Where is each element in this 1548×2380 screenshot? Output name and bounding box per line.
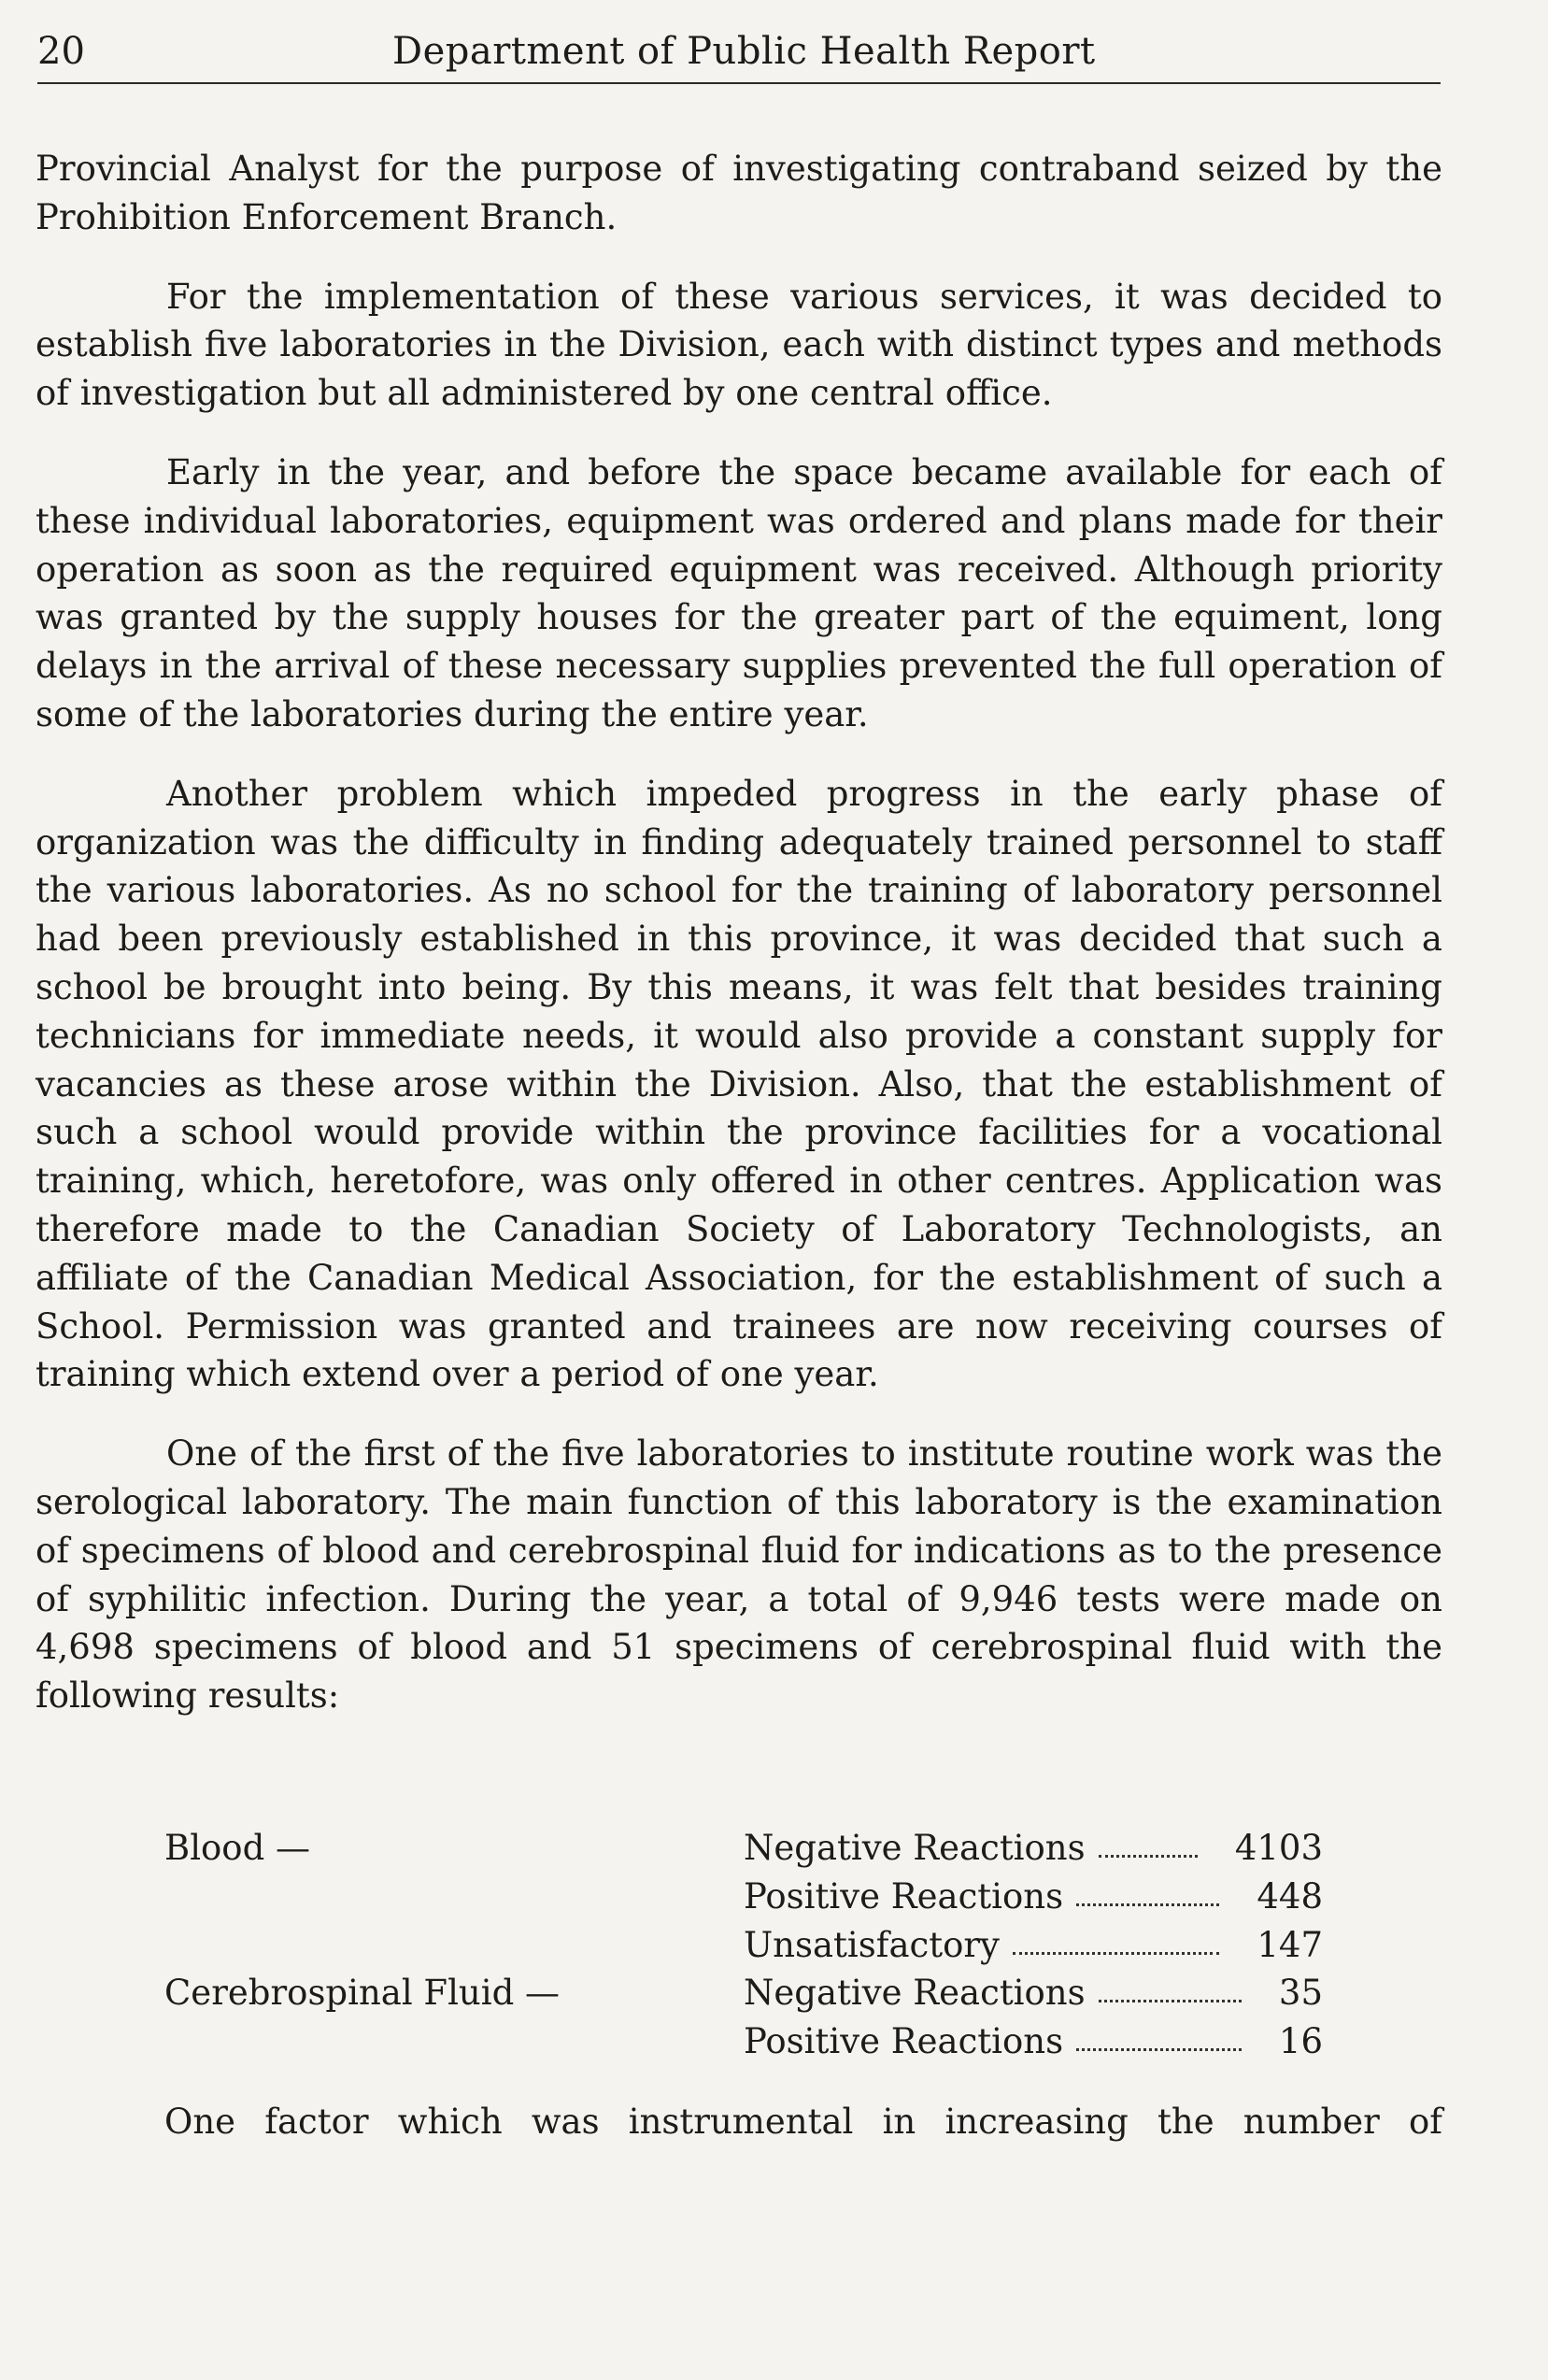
dot-leader bbox=[1013, 1952, 1219, 1955]
page-number: 20 bbox=[37, 30, 85, 73]
paragraph: Another problem which impeded progress in the early phase of organization was the difficulty in finding adequately trained personnel to staff the various laboratories. As no school for the training of laboratory personnel had been previously established in this province, it was decided that such a school be brought into being. By this means, it was felt that besides training technicians for immediate needs, it would also provide a constant supply for vacancies as these arose within the Division. Also, that the establishment of such a school would provide within the province facilities for a vocational training, which, heretofore, was only offered in other centres. Application was therefore made to the Canadian Society of Laboratory Technologists, an affiliate of the Canadian Medical Association, for the establishment of such a School. Permission was granted and trainees are now receiving courses of training which extend over a period of one year. bbox=[36, 773, 1442, 1395]
results-row bbox=[164, 1873, 1323, 1921]
results-row bbox=[164, 1824, 1323, 1873]
results-label: Negative Reactions bbox=[744, 1828, 1086, 1868]
page-header bbox=[37, 28, 1441, 84]
results-label: Positive Reactions bbox=[744, 2021, 1064, 2062]
dot-leader bbox=[1076, 2048, 1242, 2051]
results-value: 35 bbox=[1278, 1973, 1323, 2014]
results-value: 448 bbox=[1257, 1875, 1323, 1917]
body-text bbox=[36, 145, 1442, 1751]
results-label: Positive Reactions bbox=[744, 1875, 1064, 1917]
paragraph: Provincial Analyst for the purpose of investigating contraband seized by the Prohibition Enforcement Branch. bbox=[36, 149, 1442, 237]
results-row bbox=[164, 1969, 1323, 2017]
paragraph: Early in the year, and before the space became available for each of these individual laboratories, equipment was ordered and plans made for their operation as soon as the required equipment was received. Although priority was granted by the supply houses for the greater part of the equiment, long delays in the arrival of these necessary supplies prevented the full operation of some of the laboratories during the entire year. bbox=[36, 451, 1442, 734]
results-group-label: Blood — bbox=[164, 1828, 311, 1868]
results-row bbox=[164, 2017, 1323, 2066]
paragraph: For the implementation of these various services, it was decided to establish five laboratories in the Division, each with distinct types and methods of investigation but all administered by one central office. bbox=[36, 276, 1442, 414]
results-value: 16 bbox=[1278, 2021, 1323, 2062]
results-label: Negative Reactions bbox=[744, 1973, 1086, 2014]
results-row bbox=[164, 1921, 1323, 1970]
dot-leader bbox=[1076, 1903, 1219, 1906]
results-group-label: Cerebrospinal Fluid — bbox=[164, 1973, 561, 2014]
paragraph: One of the first of the five laboratories to institute routine work was the serological laboratory. The main function of this laboratory is the examination of specimens of blood and cerebrospinal fluid for indications as to the presence of syphilitic infection. During the year, a total of 9,946 tests were made on 4,698 specimens of blood and 51 specimens of cerebrospinal fluid with the following results: bbox=[36, 1433, 1442, 1717]
closing-line: One factor which was instrumental in increasing the number of bbox=[164, 2102, 1442, 2142]
results-value: 4103 bbox=[1234, 1828, 1323, 1868]
results-table bbox=[164, 1824, 1323, 2066]
dot-leader bbox=[1099, 2000, 1242, 2002]
dot-leader bbox=[1099, 1855, 1198, 1858]
results-value: 147 bbox=[1257, 1924, 1323, 1965]
running-title: Department of Public Health Report bbox=[392, 30, 1096, 73]
results-label: Unsatisfactory bbox=[744, 1924, 1000, 1965]
